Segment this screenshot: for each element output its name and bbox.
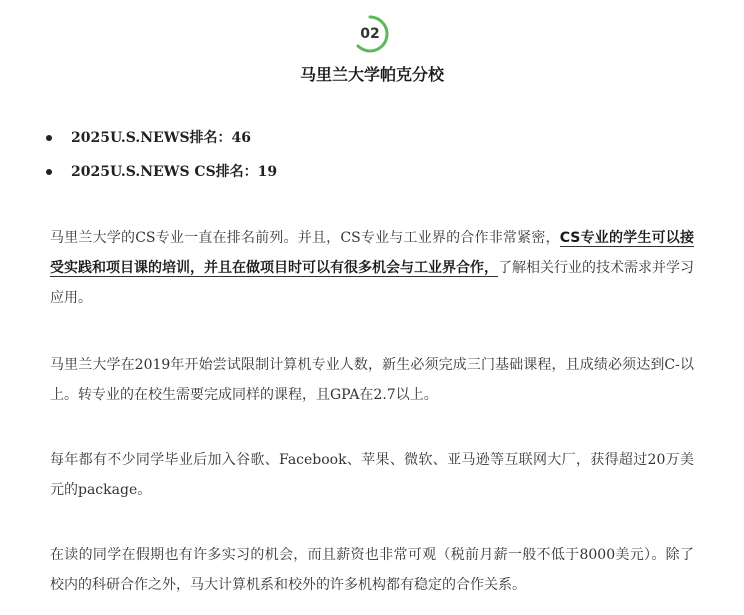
ranking-overall: 2025U.S.NEWS排名：46: [71, 130, 252, 146]
section-title: 马里兰大学帕克分校: [299, 65, 444, 84]
paragraph-admission: 马里兰大学在2019年开始尝试限制计算机专业人数，新生必须完成三门基础课程，且成绩必须达到C-以上。转专业的在校生需要完成同样的课程，且GPA在2.7以上。: [50, 357, 694, 403]
paragraph-text: 了解相关行业的技术需求并学习应用。: [50, 260, 694, 306]
bullet-dot-icon: [46, 135, 52, 141]
section-number-badge: [349, 13, 391, 55]
section-number: 02: [360, 26, 380, 42]
paragraph-internships: 在读的同学在假期也有许多实习的机会，而且薪资也非常可观（税前月薪一般不低于8000美元）。除了校内的科研合作之外，马大计算机系和校外的许多机构都有稳定的合作关系。: [50, 547, 694, 593]
paragraph-cs-industry: [50, 223, 694, 313]
highlighted-text: CS专业的学生可以接受实践和项目课的培训，并且在做项目时可以有很多机会与工业界合作，: [50, 230, 694, 276]
paragraph-careers: 每年都有不少同学毕业后加入谷歌、Facebook、苹果、微软、亚马逊等互联网大厂，获得超过20万美元的package。: [50, 452, 694, 498]
bullet-dot-icon: [46, 169, 52, 175]
ranking-cs: 2025U.S.NEWS CS排名：19: [71, 164, 278, 180]
paragraph-text: 马里兰大学的CS专业一直在排名前列。并且，CS专业与工业界的合作非常紧密，: [50, 230, 560, 246]
